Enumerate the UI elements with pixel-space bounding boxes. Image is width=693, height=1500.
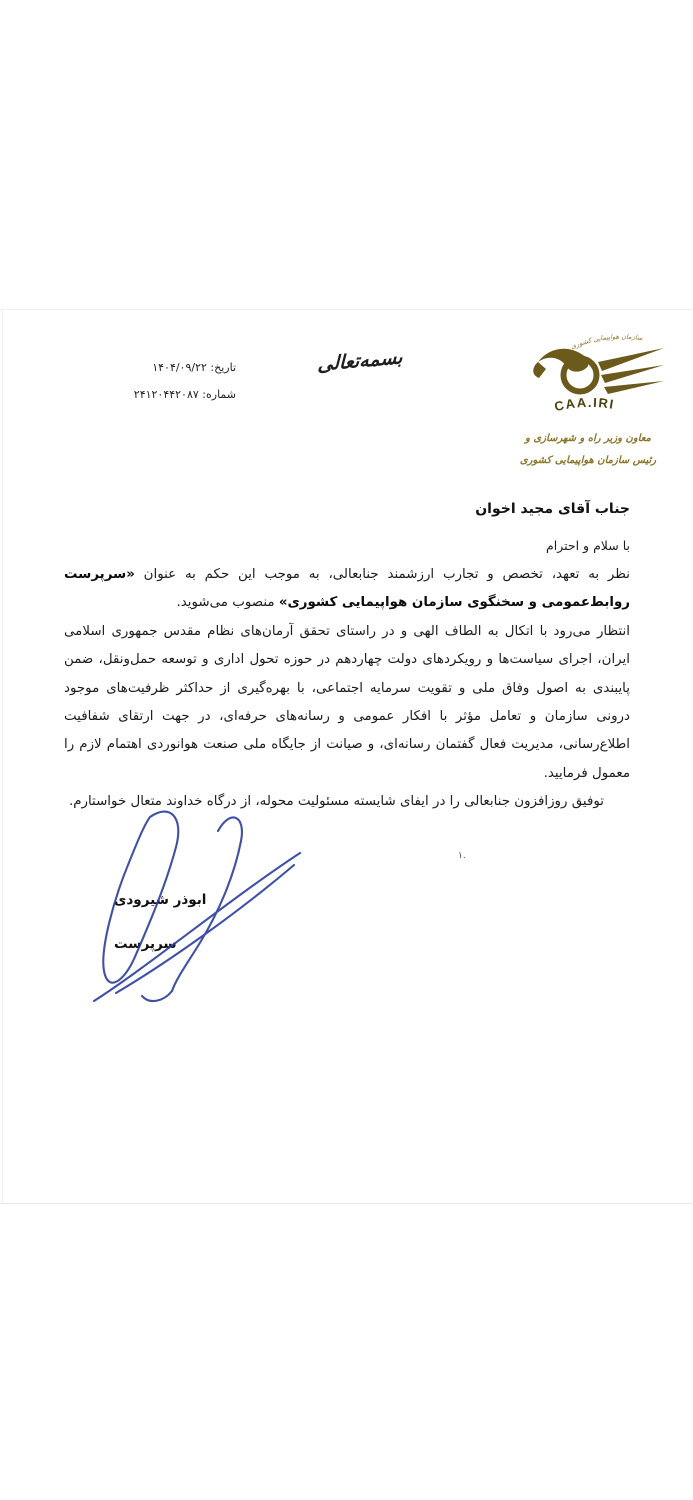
appointment-title-bold: «سرپرست روابط‌عمومی و سخنگوی سازمان هواپیمایی کشوری»: [64, 567, 630, 611]
signature-stroke-slash-2: [116, 865, 294, 993]
handwritten-signature-ink: [88, 803, 308, 1013]
date-label: تاریخ:: [210, 361, 236, 374]
bird-beak: [533, 362, 546, 378]
letter-meta: [88, 354, 236, 408]
appointment-paragraph: [64, 561, 630, 618]
number-value: ۲۴۱۲۰۴۴۲۰۸۷: [133, 388, 199, 401]
expectations-paragraph: انتظار می‌رود با اتکال به الطاف الهی و در راستای تحقق آرمان‌های نظام مقدس جمهوری اسلامی ایران، اجرای سیاست‌ها و رویکردهای دولت چهاردهم در حوزه تحول اداری و توسعه حمل‌ونقل، ضمن پایبندی به اصول وفاق ملی و تقویت سرمایه اجتماعی، با بهره‌گیری از حداکثر ظرفیت‌های موجود درونی سازمان و تعامل مؤثر با افکار عمومی و رسانه‌های حرفه‌ای، در جهت ارتقای شفافیت اطلاع‌رسانی، مدیریت فعال گفتمان رسانه‌ای، و صیانت از جایگاه ملی صنعت هوانوردی اهتمام لازم را معمول فرمایید.: [64, 623, 630, 781]
scan-edge-left: [2, 309, 3, 1204]
logo-acronym: CAA.IRI: [552, 394, 616, 415]
signature-stroke-loop-right: [172, 818, 242, 991]
scan-edge-top: [0, 309, 693, 310]
appointment-text-end: منصوب می‌شوید.: [176, 595, 279, 611]
logo-arc-text: سازمان هواپیمایی کشوری: [569, 332, 644, 351]
date-value: ۱۴۰۴/۰۹/۲۲: [152, 361, 207, 374]
signature-stroke-loop-left: [103, 812, 178, 983]
caa-logo-block: [498, 322, 678, 472]
signature-stroke-hook: [142, 991, 172, 1001]
letter-date: [88, 354, 236, 381]
signer-title: سرپرست: [114, 936, 177, 952]
addressee-name: جناب آقای مجید اخوان: [475, 501, 630, 517]
wing-bar-3: [604, 381, 664, 394]
caa-homa-bird-logo-icon: [506, 322, 670, 424]
closing-line: توفیق روزافزون جنابعالی را در ایفای شایسته مسئولیت محوله، از درگاه خداوند متعال خواستارم.: [68, 794, 604, 810]
logo-title-line2: رئیس سازمان هواپیمایی کشوری: [519, 455, 657, 466]
logo-title-line1: معاون وزیر راه و شهرسازی و: [525, 433, 651, 444]
bismillah-calligraphy: بسمه‌تعالی: [317, 346, 403, 376]
letter-body: [64, 561, 630, 817]
appointment-text-start: نظر به تعهد، تخصص و تجارب ارزشمند جنابعالی، به موجب این حکم به عنوان: [134, 567, 630, 582]
letter-number: [88, 381, 236, 408]
salutation: با سلام و احترام: [546, 538, 630, 553]
scan-artifact-mark: ۱.: [458, 851, 466, 861]
svg-text:CAA.IRI: [553, 395, 616, 414]
signer-name: ابوذر شیرودی: [114, 892, 207, 908]
scan-edge-bottom: [0, 1203, 693, 1204]
svg-text:سازمان هواپیمایی کشوری: [570, 333, 644, 351]
number-label: شماره:: [202, 388, 236, 401]
